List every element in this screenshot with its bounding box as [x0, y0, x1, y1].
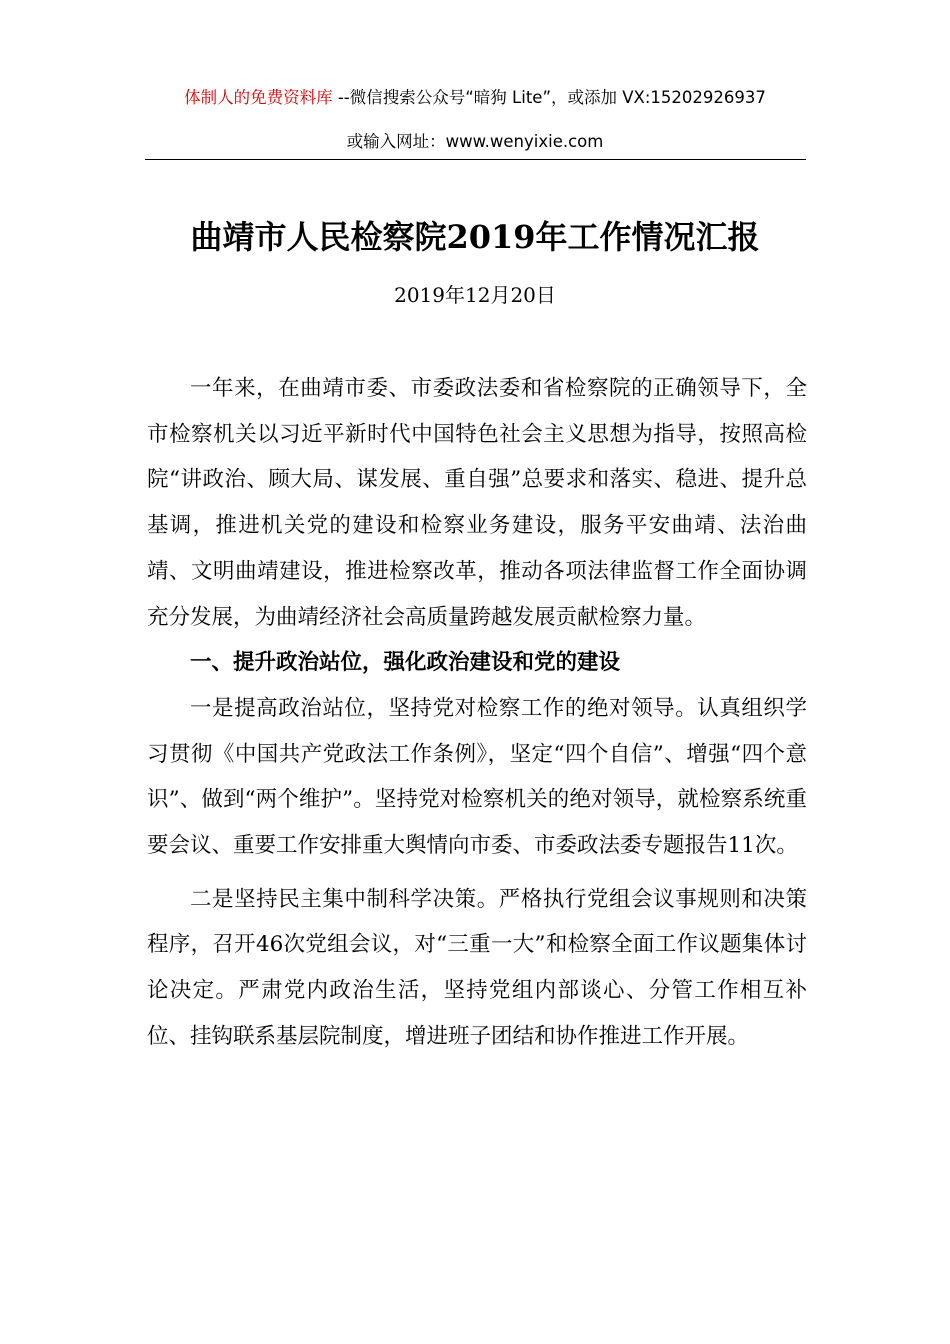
section-heading: 一、提升政治站位，强化政治建设和党的建设 [190, 650, 621, 676]
document-date: 2019年12月20日 [394, 283, 556, 307]
header-divider [145, 159, 806, 160]
paragraph-point-1: 一是提高政治站位，坚持党对检察工作的绝对领导。认真组织学习贯彻《中国共产党政法工作条例》，坚定“四个自信”、增强“四个意识”、做到“两个维护”。坚持党对检察机关的绝对领导，就检察系统重要会议、重要工作安排重大舆情向市委、市委政法委专题报告11次。 [147, 695, 807, 859]
promo-text: --微信搜索公众号“暗狗 Lite”，或添加 VX:15202926937 [332, 88, 766, 107]
paragraph-intro: 一年来，在曲靖市委、市委政法委和省检察院的正确领导下，全市检察机关以习近平新时代中国特色社会主义思想为指导，按照高检院“讲政治、顾大局、谋发展、重自强”总要求和落实、稳进、提升总基调，推进机关党的建设和检察业务建设，服务平安曲靖、法治曲靖、文明曲靖建设，推进检察改革，推动各项法律监督工作全面协调充分发展，为曲靖经济社会高质量跨越发展贡献检察力量。 [147, 376, 807, 630]
document-body [147, 366, 807, 1060]
watermark-header [0, 86, 950, 110]
paragraph-point-2: 二是坚持民主集中制科学决策。严格执行党组会议事规则和决策程序，召开46次党组会议，对“三重一大”和检察全面工作议题集体讨论决定。严肃党内政治生活，坚持党组内部谈心、分管工作相互补位、挂钩联系基层院制度，增进班子团结和协作推进工作开展。 [147, 886, 807, 1049]
document-title: 曲靖市人民检察院2019年工作情况汇报 [190, 218, 760, 256]
brand-text: 体制人的免费资料库 [184, 88, 333, 107]
website-line: 或输入网址：www.wenyixie.com [346, 132, 604, 151]
